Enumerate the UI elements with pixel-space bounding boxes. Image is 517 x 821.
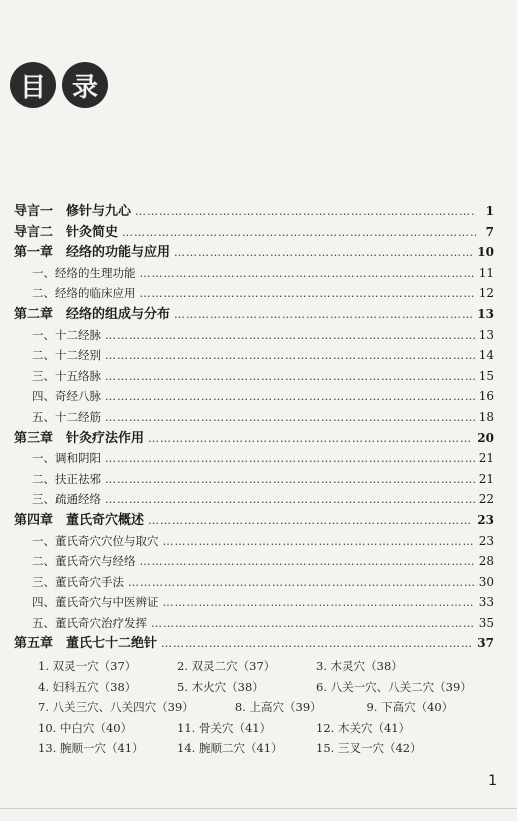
- dot-leader: [105, 490, 475, 511]
- toc-entry-label: 四、奇经八脉: [32, 389, 101, 404]
- toc-entry-label: 五、十二经筋: [32, 409, 101, 424]
- acupoint-row: [38, 738, 498, 759]
- dot-leader: [174, 243, 473, 264]
- acupoint-item[interactable]: 7. 八关三穴、八关四穴（39）: [38, 700, 194, 715]
- toc-entry-label: 第五章 董氏七十二绝针: [14, 636, 158, 652]
- acupoint-row: [38, 656, 498, 677]
- dot-leader: [105, 387, 475, 408]
- toc-entry-label: 四、董氏奇穴与中医辨证: [32, 595, 159, 610]
- toc-entry-page: 13: [478, 327, 494, 342]
- toc-section-row[interactable]: [14, 572, 494, 593]
- toc-chapter-row[interactable]: [14, 633, 494, 654]
- acupoint-item[interactable]: 1. 双灵一穴（37）: [38, 659, 137, 673]
- toc-entry-label: 二、扶正祛邪: [32, 471, 101, 486]
- toc-entry-label: 三、疏通经络: [32, 492, 101, 507]
- acupoint-row: [38, 718, 498, 739]
- toc-entry-label: 二、经络的临床应用: [32, 286, 136, 301]
- title-char-mu: 目: [10, 62, 56, 108]
- acupoint-item[interactable]: 4. 妇科五穴（38）: [38, 679, 137, 694]
- toc-entry-page: 7: [485, 224, 494, 239]
- toc-entry-page: 28: [478, 554, 494, 569]
- toc-entry-label: 一、十二经脉: [32, 327, 101, 342]
- page-title: [10, 62, 108, 108]
- toc-entry-page: 37: [477, 636, 494, 651]
- toc-entry-label: 第一章 经络的功能与应用: [14, 245, 171, 261]
- toc-entry-page: 20: [477, 430, 494, 445]
- acupoint-item[interactable]: 9. 下高穴（40）: [366, 700, 454, 715]
- dot-leader: [161, 634, 473, 655]
- toc-entry-label: 导言一 修针与九心: [14, 204, 132, 219]
- dot-leader: [174, 305, 473, 326]
- toc-entry-label: 一、董氏奇穴穴位与取穴: [32, 533, 159, 548]
- toc-entry-page: 21: [478, 471, 494, 486]
- toc-entry-label: 第四章 董氏奇穴概述: [14, 512, 145, 528]
- toc-entry-page: 33: [478, 595, 494, 610]
- toc-section-row[interactable]: [14, 386, 494, 407]
- acupoint-list: [38, 656, 498, 759]
- acupoint-item[interactable]: 2. 双灵二穴（37）: [177, 659, 276, 673]
- toc-entry-page: 13: [477, 306, 494, 321]
- acupoint-row: [38, 697, 498, 718]
- toc-section-row[interactable]: [14, 551, 494, 572]
- toc-entry-label: 一、调和阴阳: [32, 451, 101, 466]
- dot-leader: [163, 532, 475, 553]
- toc-entry-label: 一、经络的生理功能: [32, 265, 136, 280]
- dot-leader: [105, 408, 475, 429]
- toc-entry-label: 五、董氏奇穴治疗发挥: [32, 615, 147, 630]
- dot-leader: [163, 593, 475, 614]
- toc-entry-page: 23: [478, 533, 494, 548]
- toc-section-row[interactable]: [14, 592, 494, 613]
- toc-section-row[interactable]: [14, 489, 494, 510]
- dot-leader: [122, 223, 476, 244]
- toc-entry-page: 21: [478, 451, 494, 466]
- bottom-rule: [0, 808, 517, 809]
- toc-chapter-row[interactable]: [14, 222, 494, 243]
- toc-entry-label: 第二章 经络的组成与分布: [14, 306, 171, 322]
- acupoint-item[interactable]: 5. 木火穴（38）: [177, 679, 264, 694]
- toc-section-row[interactable]: [14, 366, 494, 387]
- toc-entry-page: 11: [478, 265, 494, 280]
- dot-leader: [148, 511, 473, 532]
- toc-entry-page: 1: [485, 204, 494, 218]
- toc-entry-page: 30: [478, 574, 494, 589]
- acupoint-item[interactable]: 8. 上高穴（39）: [234, 700, 322, 715]
- toc-entry-page: 12: [478, 286, 494, 301]
- dot-leader: [148, 429, 473, 450]
- table-of-contents: [14, 201, 494, 654]
- dot-leader: [140, 552, 475, 573]
- acupoint-item[interactable]: 15. 三叉一穴（42）: [316, 741, 422, 756]
- title-char-lu: 录: [62, 62, 108, 108]
- acupoint-item[interactable]: 12. 木关穴（41）: [316, 720, 411, 735]
- page-number: 1: [488, 773, 497, 789]
- toc-section-row[interactable]: [14, 531, 494, 552]
- acupoint-item[interactable]: 13. 腕顺一穴（41）: [38, 741, 144, 756]
- toc-chapter-row[interactable]: [14, 304, 494, 325]
- toc-section-row[interactable]: [14, 469, 494, 490]
- acupoint-item[interactable]: 14. 腕顺二穴（41）: [177, 741, 283, 756]
- toc-chapter-row[interactable]: [14, 428, 494, 449]
- toc-entry-page: 18: [478, 409, 494, 424]
- toc-entry-label: 第三章 针灸疗法作用: [14, 430, 145, 446]
- dot-leader: [105, 367, 475, 388]
- toc-entry-label: 三、十五络脉: [32, 368, 101, 383]
- toc-entry-page: 15: [478, 368, 494, 383]
- toc-entry-label: 导言二 针灸简史: [14, 224, 119, 240]
- toc-entry-label: 三、董氏奇穴手法: [32, 574, 124, 589]
- toc-entry-page: 35: [478, 615, 494, 630]
- toc-section-row[interactable]: [14, 263, 494, 284]
- dot-leader: [140, 284, 475, 305]
- toc-entry-page: 14: [478, 348, 494, 363]
- toc-section-row[interactable]: [14, 325, 494, 346]
- acupoint-row: [38, 677, 498, 698]
- toc-entry-page: 23: [477, 512, 494, 527]
- toc-entry-page: 16: [478, 389, 494, 404]
- toc-section-row[interactable]: [14, 345, 494, 366]
- toc-section-row[interactable]: [14, 448, 494, 469]
- toc-chapter-row[interactable]: [14, 201, 494, 222]
- toc-entry-label: 二、董氏奇穴与经络: [32, 554, 136, 569]
- acupoint-item[interactable]: 10. 中白穴（40）: [38, 720, 133, 735]
- toc-chapter-row[interactable]: [14, 510, 494, 531]
- dot-leader: [135, 202, 476, 223]
- acupoint-item[interactable]: 3. 木灵穴（38）: [316, 659, 403, 673]
- toc-entry-label: 二、十二经别: [32, 348, 101, 363]
- dot-leader: [140, 264, 475, 285]
- acupoint-item[interactable]: 6. 八关一穴、八关二穴（39）: [316, 679, 472, 694]
- toc-section-row[interactable]: [14, 283, 494, 304]
- toc-section-row[interactable]: [14, 407, 494, 428]
- toc-entry-page: 10: [477, 245, 494, 260]
- dot-leader: [105, 449, 475, 470]
- dot-leader: [105, 346, 475, 367]
- toc-section-row[interactable]: [14, 613, 494, 634]
- acupoint-item[interactable]: 11. 骨关穴（41）: [177, 720, 272, 735]
- dot-leader: [128, 573, 475, 594]
- dot-leader: [105, 470, 475, 491]
- dot-leader: [151, 614, 475, 635]
- toc-chapter-row[interactable]: [14, 242, 494, 263]
- dot-leader: [105, 326, 475, 347]
- toc-entry-page: 22: [478, 492, 494, 507]
